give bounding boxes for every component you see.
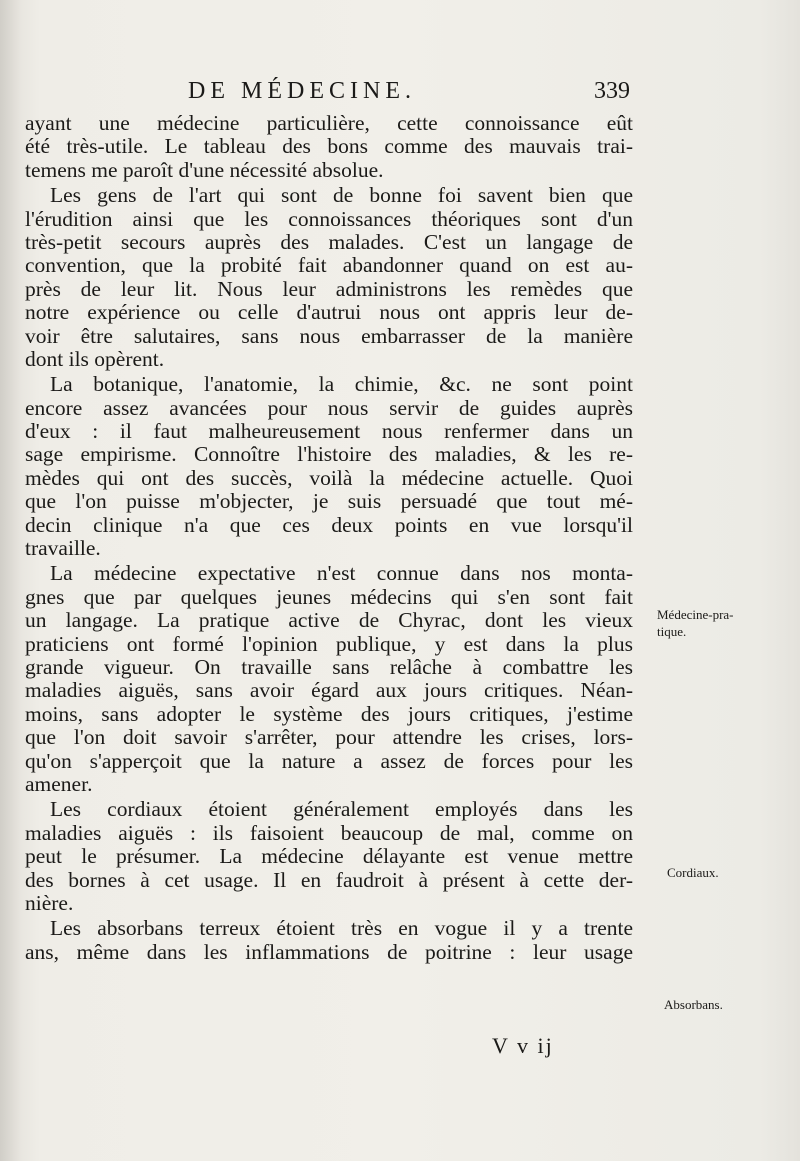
text-line: decin clinique n'a que ces deux points en vue lorsqu'il (25, 513, 633, 537)
page-edge-shadow (0, 0, 22, 1161)
text-line: temens me paroît d'une nécessité absolue. (25, 158, 384, 182)
text-line: amener. (25, 772, 93, 796)
text-line: des bornes à cet usage. Il en faudroit à présent à cette der- (25, 868, 633, 892)
text-line: ans, même dans les inflammations de poitrine : leur usage (25, 940, 633, 964)
text-line: peut le présumer. La médecine délayante est venue mettre (25, 845, 633, 869)
text-line: mèdes qui ont des succès, voilà la médecine actuelle. Quoi (25, 466, 633, 490)
text-line: encore assez avancées pour nous servir de guides auprès (25, 396, 633, 420)
text-line: ayant une médecine particulière, cette connoissance eût (25, 112, 633, 135)
text-line: gnes que par quelques jeunes médecins qui s'en sont fait (25, 585, 633, 609)
text-line: moins, sans adopter le système des jours critiques, j'estime (25, 702, 633, 726)
text-line: que l'on puisse m'objecter, je suis persuadé que tout mé- (25, 490, 633, 514)
text-line: été très-utile. Le tableau des bons comme des mauvais trai- (25, 135, 633, 159)
page-number: 339 (594, 78, 630, 104)
text-line: près de leur lit. Nous leur administrons les remèdes que (25, 277, 633, 301)
text-line: Les absorbans terreux étoient très en vogue il y a trente (50, 917, 633, 941)
running-head: DE MÉDECINE. (188, 78, 416, 104)
text-line: l'érudition ainsi que les connoissances théoriques sont d'un (25, 207, 633, 231)
page-header (20, 74, 630, 108)
text-line: qu'on s'apperçoit que la nature a assez de forces pour les (25, 749, 633, 773)
text-line: très-petit secours auprès des malades. C'est un langage de (25, 230, 633, 254)
body-text (25, 112, 633, 964)
margin-note-cordiaux: Cordiaux. (667, 865, 719, 880)
text-line: que l'on doit savoir s'arrêter, pour attendre les crises, lors- (25, 726, 633, 750)
text-line: grande vigueur. On travaille sans relâche à combattre les (25, 655, 633, 679)
margin-note-line: tique. (657, 624, 687, 639)
text-line: Les gens de l'art qui sont de bonne foi savent bien que (50, 184, 633, 208)
text-line: voir être salutaires, sans nous embarrasser de la manière (25, 324, 633, 348)
text-line: La botanique, l'anatomie, la chimie, &c. ne sont point (50, 373, 633, 397)
text-line: notre expérience ou celle d'autrui nous ont appris leur de- (25, 301, 633, 325)
text-line: maladies aiguës, sans avoir égard aux jours critiques. Néan- (25, 679, 633, 703)
margin-note-medecine-pratique (657, 606, 734, 640)
text-line: travaille. (25, 537, 101, 561)
margin-note-line: Médecine-pra- (657, 607, 734, 622)
text-line: maladies aiguës : ils faisoient beaucoup de mal, comme on (25, 821, 633, 845)
text-line: dont ils opèrent. (25, 347, 165, 371)
text-line: convention, que la probité fait abandonner quand on est au- (25, 254, 633, 278)
text-line: d'eux : il faut malheureusement nous renfermer dans un (25, 420, 633, 444)
margin-note-absorbans: Absorbans. (664, 997, 723, 1012)
text-line: nière. (25, 891, 74, 915)
text-line: sage empirisme. Connoître l'histoire des maladies, & les re- (25, 443, 633, 467)
text-line: La médecine expectative n'est connue dans nos monta- (50, 562, 633, 586)
text-line: un langage. La pratique active de Chyrac, dont les vieux (25, 609, 633, 633)
text-line: Les cordiaux étoient généralement employés dans les (50, 798, 633, 822)
text-line: praticiens ont formé l'opinion publique, y est dans la plus (25, 632, 633, 656)
signature-mark: V v ij (492, 1033, 554, 1058)
